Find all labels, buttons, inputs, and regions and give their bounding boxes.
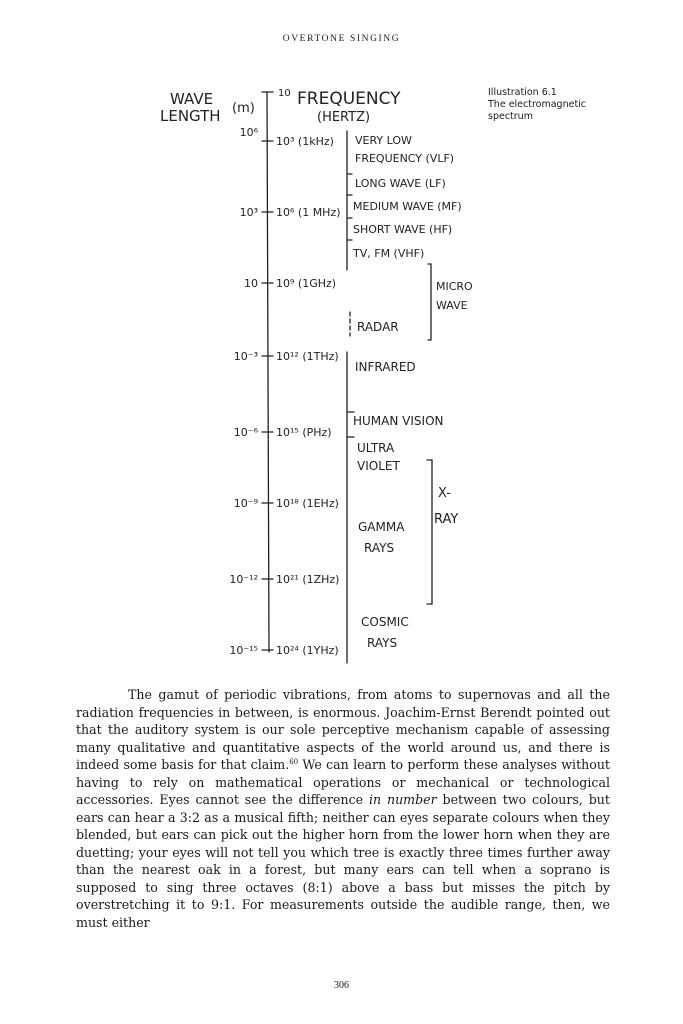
caption-line: Illustration 6.1 [488,87,557,98]
band-label-xray: RAY [434,512,459,527]
band-label-lf: LONG WAVE (LF) [355,177,446,190]
band-label-cosmic: COSMIC [361,615,409,629]
band-label-gamma: GAMMA [358,520,405,534]
emphasis: in number [368,792,437,807]
band-label-vlf: FREQUENCY (VLF) [355,152,455,165]
band-label-microwave: WAVE [436,299,468,312]
paragraph: The gamut of periodic vibrations, from atoms to supernovas and all the radiation frequencies in between, is enormous. Joachim-Ernst Berendt pointed out that the auditory system is our sole perceptive mechanism capable of assessing many qualitative and quantitative aspects of the world around us, and there is indeed some basis for that claim.$^{60}$ We can learn to perform these analyses without having to rely on mathematical operations or mechanical or technological accessories. Eyes cannot see the difference in number between two colours, but ears can hear a 3:2 as a musical fifth; neither can eyes separate colours when they blended, but ears can pick out the higher horn from the lower horn when they are duetting; your eyes will not tell you which tree is exactly three times further away than the nearest oak in a forest, but many ears can tell when a soprano is supposed to sing three octaves (8:1) above a bass but misses the pitch by overstretching it to 9:1. For measurements outside the audible range, then, we must either [76,687,610,930]
band-label-vlf: VERY LOW [355,134,412,147]
frequency-heading: FREQUENCY [297,89,401,109]
band-label-cosmic: RAYS [367,636,398,650]
caption-line: The electromagnetic [488,99,587,110]
band-label-xray: X- [438,486,451,501]
wavelength-heading: LENGTH [160,107,221,125]
band-label-vision: HUMAN VISION [353,414,444,428]
frequency-unit: (HERTZ) [317,110,371,125]
frequency-label: 10¹⁸ (1EHz) [276,497,339,510]
frequency-label: 10²¹ (1ZHz) [276,573,340,586]
wavelength-heading: WAVE [170,90,214,108]
wavelength-label: 10⁻¹⁵ [229,644,258,657]
band-label-hf: SHORT WAVE (HF) [353,223,453,236]
scale-axis [267,92,269,652]
band-label-radar: RADAR [357,320,399,334]
band-label-gamma: RAYS [364,541,395,555]
body-text [76,686,610,931]
caption-line: spectrum [488,111,533,122]
band-label-microwave: MICRO [436,280,473,293]
running-head: OVERTONE SINGING [282,34,401,44]
wavelength-label: 10 [244,277,258,290]
page-number: 306 [334,980,349,991]
microwave-bracket [428,264,431,340]
frequency-label: 10¹⁵ (PHz) [276,426,332,439]
band-label-infrared: INFRARED [355,360,416,374]
xray-bracket [427,460,432,604]
frequency-label: 10³ (1kHz) [276,135,334,148]
top-tick-label: 10 [278,88,291,99]
wavelength-label: 10⁻³ [233,350,258,363]
footnote-ref[interactable]: 60 [289,757,299,766]
frequency-label: 10⁶ (1 MHz) [276,206,341,219]
wavelength-label: 10³ [239,206,258,219]
frequency-label: 10²⁴ (1YHz) [276,644,339,657]
band-label-uv: VIOLET [357,459,400,473]
frequency-label: 10¹² (1THz) [276,350,339,363]
wavelength-label: 10⁻¹² [229,573,258,586]
wavelength-label: 10⁶ [239,126,258,139]
band-label-vhf: TV, FM (VHF) [353,247,425,260]
wavelength-unit: (m) [232,101,255,116]
wavelength-label: 10⁻⁹ [233,497,258,510]
band-label-mf: MEDIUM WAVE (MF) [353,200,462,213]
wavelength-label: 10⁻⁶ [233,426,258,439]
band-label-uv: ULTRA [357,441,395,455]
frequency-label: 10⁹ (1GHz) [276,277,337,290]
